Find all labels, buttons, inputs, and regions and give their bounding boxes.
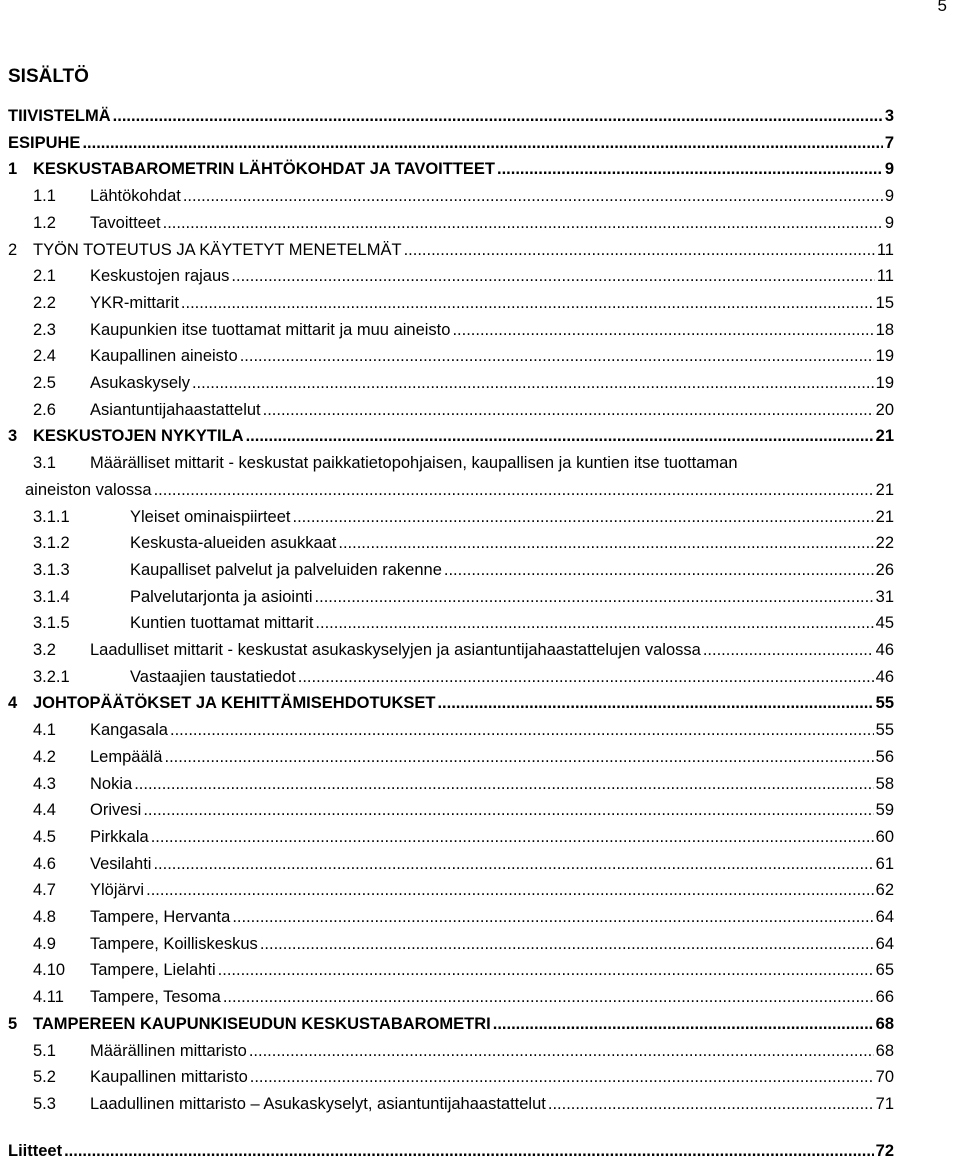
toc-entry-number: 3.2 [33,641,56,659]
toc-entry-page: 64 [875,934,894,953]
toc-entry-page: 60 [875,827,894,846]
toc-entry[interactable] [8,1013,894,1035]
toc-entry-title: Kaupalliset palvelut ja palveluiden rakenne [130,560,442,579]
dot-leader [263,399,874,421]
toc-entry[interactable] [8,532,894,554]
toc-entry-title: Asiantuntijahaastattelut [90,400,261,419]
toc-entry[interactable] [8,1093,894,1115]
toc-entry-title: Määrällinen mittaristo [90,1041,247,1060]
toc-entry[interactable] [8,158,894,180]
toc-entry-title: Keskusta-alueiden asukkaat [130,534,337,553]
toc-entry-title: Tampere, Koilliskeskus [90,934,258,953]
dot-leader [240,345,874,367]
toc-entry[interactable] [8,879,894,901]
dot-leader [170,719,874,741]
toc-entry-page: 56 [875,747,894,766]
toc-entry-number: 3.1.1 [33,507,70,526]
toc-entry-number: 5.3 [33,1094,56,1113]
dot-leader [315,586,874,608]
dot-leader [293,506,874,528]
toc-entry-page: 72 [875,1141,894,1160]
dot-leader [181,292,874,314]
dot-leader [338,532,873,554]
toc-entry-page: 3 [884,107,894,125]
toc-entry-page: 9 [884,187,894,206]
dot-leader [134,773,873,795]
toc-entry-number: 2.3 [33,320,56,339]
toc-entry[interactable] [8,185,894,207]
toc-entry[interactable] [8,719,894,741]
toc-entry-title: Tampere, Tesoma [90,988,221,1007]
toc-entry-number: 5.1 [33,1041,56,1060]
dot-leader [143,799,873,821]
toc-entry-title: Ylöjärvi [90,881,145,900]
toc-entry-title: Tampere, Hervanta [90,908,231,926]
dot-leader [218,959,874,981]
toc-entry-number: 4.8 [33,908,56,926]
toc-entry-title: TYÖN TOTEUTUS JA KÄYTETYT MENETELMÄT [33,240,402,259]
toc-entry-title: TAMPEREEN KAUPUNKISEUDUN KESKUSTABAROMETRI [33,1014,491,1033]
toc-entry-number: 3.1.3 [33,560,70,579]
dot-leader [404,239,875,261]
toc-entry[interactable] [8,212,894,234]
toc-entry-page: 22 [875,534,894,553]
toc-entry[interactable] [8,746,894,768]
toc-entry[interactable] [8,586,894,608]
toc-entry[interactable] [8,265,894,287]
toc-entry-number: 1.2 [33,213,56,232]
toc-entry[interactable] [8,319,894,341]
toc-entry[interactable] [8,826,894,848]
dot-leader [164,746,873,768]
toc-entry-page: 31 [875,587,894,606]
dot-leader [493,1013,874,1035]
dot-leader [146,879,874,901]
toc-entry-title: Määrälliset mittarit - keskustat paikkatietopohjaisen, kaupallisen ja kuntien itse tuottaman [90,454,738,473]
toc-entry[interactable] [8,1140,894,1162]
toc-entry-number: 4.2 [33,747,56,766]
toc-entry-page: 46 [875,641,894,659]
toc-entry-number: 1 [8,160,18,179]
dot-leader [452,319,873,341]
dot-leader [82,132,882,154]
toc-entry-page: 19 [875,347,894,366]
toc-entry-number: 4.5 [33,827,56,846]
toc-entry[interactable] [8,345,894,367]
toc-entry[interactable] [8,452,894,474]
toc-entry-title: KESKUSTABAROMETRIN LÄHTÖKOHDAT JA TAVOITTEET [33,160,495,179]
toc-entry[interactable] [8,986,894,1008]
toc-entry[interactable] [8,399,894,421]
toc-entry-title: Asukaskysely [90,374,190,392]
toc-entry-title: JOHTOPÄÄTÖKSET JA KEHITTÄMISEHDOTUKSET [33,694,436,713]
toc-entry[interactable] [8,906,894,928]
toc-entry-number: 4.9 [33,934,56,953]
toc-entry-page: 62 [875,881,894,900]
dot-leader [223,986,874,1008]
dot-leader [163,212,883,234]
page-number: 5 [937,0,947,15]
toc-entry-number: 5 [8,1014,18,1033]
toc-entry-page: 20 [875,400,894,419]
toc-entry-title: ESIPUHE [8,133,81,152]
toc-entry-page: 68 [875,1041,894,1060]
toc-entry-page: 9 [884,213,894,232]
toc-entry-page: 55 [875,721,894,740]
toc-entry-continuation[interactable] [8,479,894,501]
toc-entry-page: 18 [875,320,894,339]
toc-entry-page: 11 [876,240,894,259]
toc-entry-number: 3.1.4 [33,587,70,606]
toc-entry-number: 4.6 [33,854,56,873]
toc-entry-page: 71 [875,1094,894,1113]
toc-entry-page: 55 [875,694,894,713]
toc-entry[interactable] [8,933,894,955]
toc-entry-number: 4.7 [33,881,56,900]
toc-entry-number: 5.2 [33,1068,56,1087]
toc-entry-title: Kaupunkien itse tuottamat mittarit ja muu aineisto [90,320,451,339]
toc-entry-page: 21 [875,480,894,499]
dot-leader [250,1066,874,1088]
dot-leader [444,559,874,581]
dot-leader [151,826,874,848]
toc-entry-title: KESKUSTOJEN NYKYTILA [33,427,244,446]
toc-entry-page: 66 [875,988,894,1007]
toc-entry-title: Orivesi [90,801,142,820]
toc-entry[interactable] [8,666,894,688]
toc-entry-page: 9 [884,160,894,179]
toc-entry-title: Laadullinen mittaristo – Asukaskyselyt, asiantuntijahaastattelut [90,1094,546,1113]
toc-entry-page: 58 [875,774,894,793]
toc-entry-number: 3.1.2 [33,534,70,553]
toc-entry-page: 46 [875,667,894,686]
toc-entry[interactable] [8,692,894,714]
toc-entry-title: Keskustojen rajaus [90,267,230,286]
toc-entry-page: 70 [875,1068,894,1087]
toc-entry-title: Kuntien tuottamat mittarit [130,614,314,633]
toc-entry[interactable] [8,639,894,661]
toc-entry-number: 1.1 [33,187,56,206]
toc-entry-number: 2.4 [33,347,56,366]
toc-entry-page: 68 [875,1014,894,1033]
toc-entry[interactable] [8,105,894,127]
dot-leader [703,639,874,661]
toc-entry-title: Tampere, Lielahti [90,961,216,980]
toc-entry[interactable] [8,1066,894,1088]
toc-entry-title: Vastaajien taustatiedot [130,667,296,686]
toc-entry-page: 45 [875,614,894,633]
toc-heading: SISÄLTÖ [8,66,89,87]
dot-leader [232,906,873,928]
toc-entry-page: 64 [875,908,894,926]
dot-leader [548,1093,874,1115]
toc-entry[interactable] [8,799,894,821]
toc-entry-title: Tavoitteet [90,213,161,232]
toc-entry-title: Lähtökohdat [90,187,181,206]
toc-entry-number: 4.3 [33,774,56,793]
toc-entry-page: 11 [876,267,894,286]
toc-entry-number: 4.1 [33,721,56,740]
dot-leader [260,933,874,955]
toc-entry-title-continuation: aineiston valossa [25,480,152,499]
dot-leader [192,372,874,394]
toc-entry-number: 3.2.1 [33,667,70,686]
toc-entry-number: 4.11 [33,988,64,1007]
toc-entry-number: 4 [8,694,18,713]
toc-entry-page: 65 [875,961,894,980]
dot-leader [231,265,874,287]
toc-entry-page: 15 [875,293,894,312]
toc-entry[interactable] [8,372,894,394]
dot-leader [153,853,873,875]
dot-leader [64,1140,874,1162]
toc-entry-number: 2.2 [33,293,56,312]
toc-entry-number: 2.1 [33,267,56,286]
toc-entry-number: 3 [8,427,18,446]
toc-entry[interactable] [8,612,894,634]
toc-entry-page: 61 [875,854,894,873]
toc-entry-title: Yleiset ominaispiirteet [130,507,291,526]
toc-entry-title: Kaupallinen mittaristo [90,1068,248,1087]
toc-entry-number: 3.1 [33,454,56,473]
dot-leader [249,1040,874,1062]
dot-leader [315,612,873,634]
dot-leader [437,692,873,714]
dot-leader [246,425,874,447]
toc-entry-number: 4.10 [33,961,66,980]
dot-leader [298,666,874,688]
toc-entry-number: 4.4 [33,801,56,820]
toc-entry-page: 26 [875,560,894,579]
toc-entry[interactable] [8,292,894,314]
dot-leader [183,185,883,207]
toc-entry-number: 2 [8,240,18,259]
toc-entry-number: 2.6 [33,400,56,419]
toc-entry-title: Kaupallinen aineisto [90,347,238,366]
toc-entry-page: 21 [875,507,894,526]
toc-entry-number: 2.5 [33,374,56,392]
toc-entry[interactable] [8,559,894,581]
toc-entry-title: Palvelutarjonta ja asiointi [130,587,313,606]
toc-entry[interactable] [8,773,894,795]
toc-entry-title: Pirkkala [90,827,149,846]
toc-entry[interactable] [8,1040,894,1062]
toc-entry-title: Laadulliset mittarit - keskustat asukaskyselyjen ja asiantuntijahaastattelujen valossa [90,641,701,659]
toc-entry-title: Liitteet [8,1141,63,1160]
toc-entry-title: TIIVISTELMÄ [8,107,111,125]
toc-entry[interactable] [8,425,894,447]
toc-entry[interactable] [8,239,894,261]
dot-leader [113,105,883,127]
dot-leader [497,158,883,180]
toc-entry[interactable] [8,506,894,528]
toc-entry-page: 21 [875,427,894,446]
toc-entry-number: 3.1.5 [33,614,70,633]
toc-entry[interactable] [8,853,894,875]
toc-entry-title: Nokia [90,774,133,793]
toc-entry-title: Vesilahti [90,854,152,873]
toc-entry-page: 19 [875,374,894,392]
toc-entry-page: 7 [884,133,894,152]
toc-entry-title: Kangasala [90,721,168,740]
toc-entry[interactable] [8,132,894,154]
toc-entry-title: Lempäälä [90,747,163,766]
toc-entry[interactable] [8,959,894,981]
dot-leader [154,479,874,501]
toc-entry-page: 59 [875,801,894,820]
toc-entry-title: YKR-mittarit [90,293,179,312]
